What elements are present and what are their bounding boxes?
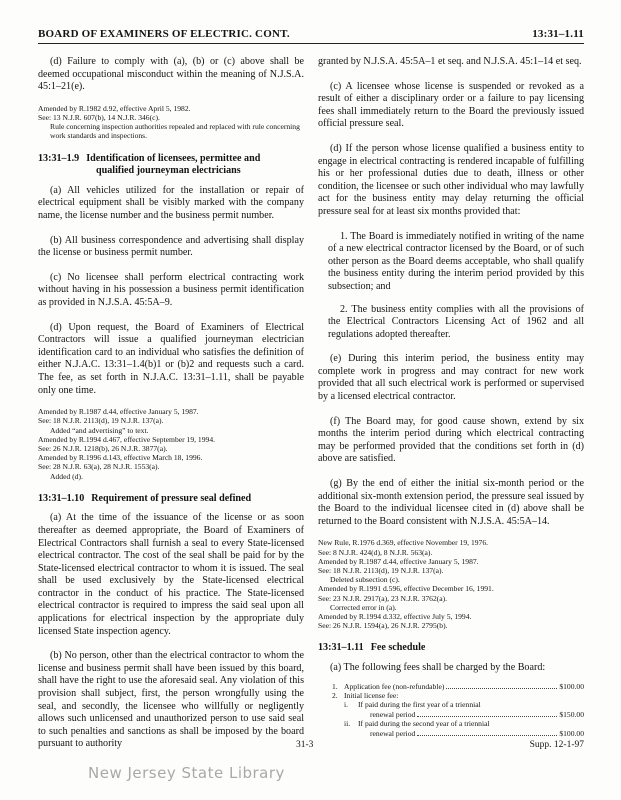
amendment-line: See: 18 N.J.R. 2113(d), 19 N.J.R. 137(a). (318, 566, 444, 576)
paragraph-d-failure: (d) Failure to comply with (a), (b) or (c) above shall be deemed occupational misconduct within the meaning of N.J.S.A. 45:1–21(e). (38, 56, 304, 93)
section-heading-1-11 (318, 642, 584, 655)
amendment-line: See: 8 N.J.R. 424(d), 8 N.J.R. 563(a). (318, 547, 433, 557)
interim-conditions-list (318, 231, 584, 342)
right-column (318, 56, 584, 738)
fee-label: Initial license fee: (344, 691, 399, 701)
fee-label: renewal period (370, 709, 416, 719)
amendment-line: New Rule, R.1976 d.369, effective November 19, 1976. (318, 538, 489, 548)
fee-label: renewal period (370, 728, 416, 738)
amendment-line: Corrected error in (a). (330, 602, 397, 612)
amendment-line: See: 26 N.J.R. 1218(b), 26 N.J.R. 3877(a). (38, 443, 168, 453)
amendment-line: See: 23 N.J.R. 2917(a), 23 N.J.R. 3762(a). (318, 593, 448, 603)
header-section-range: 13:31–1.11 (532, 28, 584, 40)
leader-dots (446, 688, 557, 689)
amendment-line: Amended by R.1994 d.467, effective September 19, 1994. (38, 434, 216, 444)
fee-number: ii. (344, 719, 351, 729)
library-watermark: New Jersey State Library (88, 764, 285, 782)
fee-row-first-year-continued (332, 710, 584, 719)
amendment-line: Amended by R.1994 d.332, effective July 5, 1994. (318, 612, 472, 622)
supplement-date: Supp. 12-1-97 (529, 740, 584, 750)
paragraph-1-11-a: (a) The following fees shall be charged by the Board: (330, 662, 546, 674)
fee-number: i. (344, 700, 349, 710)
paragraph-1-10-c: (c) A licensee whose license is suspended or revoked as a result of either a disciplinary order or a failure to pay licensing fees shall immediately return to the Board the previously issued official pressure seal. (318, 80, 584, 130)
paragraph-1-10-g: (g) By the end of either the initial six-month period or the additional six-month extension period, the pressure seal issued by the Board to the individual licensee cited in (d) above shall be returned to the Board consistent with N.J.S.A. 45:5A–14. (318, 478, 584, 527)
page-footer (38, 740, 584, 754)
fee-row-first-year (332, 700, 584, 709)
section-number: 13:31–1.9 (38, 152, 80, 164)
paragraph-1-9-d: (d) Upon request, the Board of Examiners of Electrical Contractors will issue a qualified journeyman electrician identification card to an individual who satisfies the definition of either N.J.A.C. 13:31–1.4(b)1 or (b)2 and requests such a card. The fee, as set forth in N.J.A.C. 13:31–1.11, shall be payable only one time. (38, 321, 304, 396)
left-column (38, 56, 304, 763)
fee-schedule (318, 682, 584, 738)
fee-number: 1. (332, 681, 338, 691)
section-heading-1-10 (38, 493, 304, 506)
paragraph-1-9-a: (a) All vehicles utilized for the installation or repair of electrical equipment shall be visibly marked with the company name, the license number and the business permit number. (38, 184, 304, 221)
amendment-line: Amended by R.1987 d.44, effective January 5, 1987. (318, 556, 479, 566)
fee-row-initial-license (332, 691, 584, 700)
fee-label: If paid during the first year of a triennial (358, 700, 481, 710)
fee-number: 2. (332, 691, 338, 701)
section-title-continued: qualified journeyman electricians (96, 165, 241, 177)
paragraph-1-10-e: (e) During this interim period, the business entity may complete work in progress and may contract for new work provided that all such electrical work is performed or supervised by a licensed electrical contractor. (318, 353, 584, 403)
amendment-line: Deleted subsection (c). (330, 575, 400, 585)
amendment-line: Added (d). (50, 471, 83, 481)
amendment-line: See: 13 N.J.R. 607(b), 14 N.J.R. 346(c). (38, 112, 160, 122)
section-title: Fee schedule (370, 642, 426, 654)
fee-row-application (332, 682, 584, 691)
amendment-line: Amended by R.1982 d.92, effective April 5, 1982. (38, 103, 191, 113)
paragraph-continued: granted by N.J.S.A. 45:5A–1 et seq. and N.J.S.A. 45:1–14 et seq. (318, 56, 582, 67)
fee-row-second-year (332, 719, 584, 728)
paragraph-1-9-c: (c) No licensee shall perform electrical contracting work without having in his possession a business permit identification as provided in N.J.S.A. 45:5A–9. (38, 271, 304, 308)
section-title: Requirement of pressure seal defined (91, 492, 252, 504)
amendment-line: See: 26 N.J.R. 1594(a), 26 N.J.R. 2795(b). (318, 621, 448, 631)
header-title: BOARD OF EXAMINERS OF ELECTRIC. CONT. (38, 28, 290, 40)
leader-dots (417, 735, 557, 736)
fee-label: Application fee (non-refundable) (344, 681, 445, 691)
page-number: 31-3 (296, 740, 314, 750)
fee-amount: $100.00 (559, 728, 584, 738)
paragraph-1-10-f: (f) The Board may, for good cause shown, extend by six months the interim period during which electrical contracting may be performed provided that the conditions set forth in (d) above are satisfied. (318, 415, 584, 465)
amendment-note-3 (318, 538, 584, 630)
paragraph-1-10-d: (d) If the person whose license qualified a business entity to engage in electrical contracting is rendered incapable of fulfilling his or her professional duties due to death, illness or other condition, the licensee or such other individual who may lawfully act for the business entity may delay returning the official pressure seal for at least six months provided that: (318, 142, 584, 217)
fee-label: If paid during the second year of a triennial (358, 719, 490, 729)
amendment-note-1 (38, 104, 304, 141)
amendment-line: See: 18 N.J.R. 2113(d), 19 N.J.R. 137(a). (38, 416, 164, 426)
section-title: Identification of licensees, permittee and (86, 152, 261, 164)
amendment-line: See: 28 N.J.R. 63(a), 28 N.J.R. 1553(a). (38, 462, 160, 472)
amendment-note-2 (38, 407, 304, 481)
fee-row-second-year-continued (332, 729, 584, 738)
amendment-line: Rule concerning inspection authorities repealed and replaced with rule concerning work standards and inspections. (50, 122, 300, 141)
running-header (38, 28, 584, 44)
amendment-line: Added “and advertising” to text. (50, 425, 149, 435)
fee-amount: $100.00 (559, 681, 584, 691)
paragraph-1-10-b: (b) No person, other than the electrical contractor to whom the license and business permit shall have been issued by this board, shall have the right to use the aforesaid seal. Any violation of this provision shall subject, first, the person wrongfully using the seal, and secondly, the licensee who willfully or negligently allows such unlicensed and unauthorized person to use said seal to such penalties and sanctions as shall be imposed by the board pursuant to authority (38, 650, 304, 750)
section-number: 13:31–1.11 (318, 642, 364, 654)
section-number: 13:31–1.10 (38, 492, 85, 504)
list-item: 2. The business entity complies with all the provisions of the Electrical Contractors Licensing Act of 1962 and all regulations adopted thereafter. (328, 303, 584, 340)
amendment-line: Amended by R.1991 d.596, effective December 16, 1991. (318, 584, 494, 594)
fee-amount: $150.00 (559, 709, 584, 719)
paragraph-1-10-a: (a) At the time of the issuance of the license or as soon thereafter as deemed appropriate, the Board of Examiners of Electrical Contractors shall furnish a seal to every State-licensed electrical contractor. The cost of the seal shall be paid for by the State-licensed electrical contractor to whom it is issued. The seal shall be used exclusively by the State-licensed electrical contractor in the conduct of his practice. The State-licensed electrical contractor is required to impress the said seal upon all applications for electrical inspection by the appropriate duly licensed State inspection agency. (38, 512, 304, 637)
leader-dots (417, 716, 557, 717)
section-heading-1-9 (38, 153, 304, 178)
paragraph-1-9-b: (b) All business correspondence and advertising shall display the license or business permit number. (38, 234, 304, 259)
list-item: 1. The Board is immediately notified in writing of the name of a new electrical contractor licensed by the Board, or of such other person as the Board deems acceptable, who shall qualify the business entity during the interim period provided by this subsection; and (328, 230, 584, 292)
amendment-line: Amended by R.1996 d.143, effective March 18, 1996. (38, 453, 203, 463)
amendment-line: Amended by R.1987 d.44, effective January 5, 1987. (38, 407, 199, 417)
